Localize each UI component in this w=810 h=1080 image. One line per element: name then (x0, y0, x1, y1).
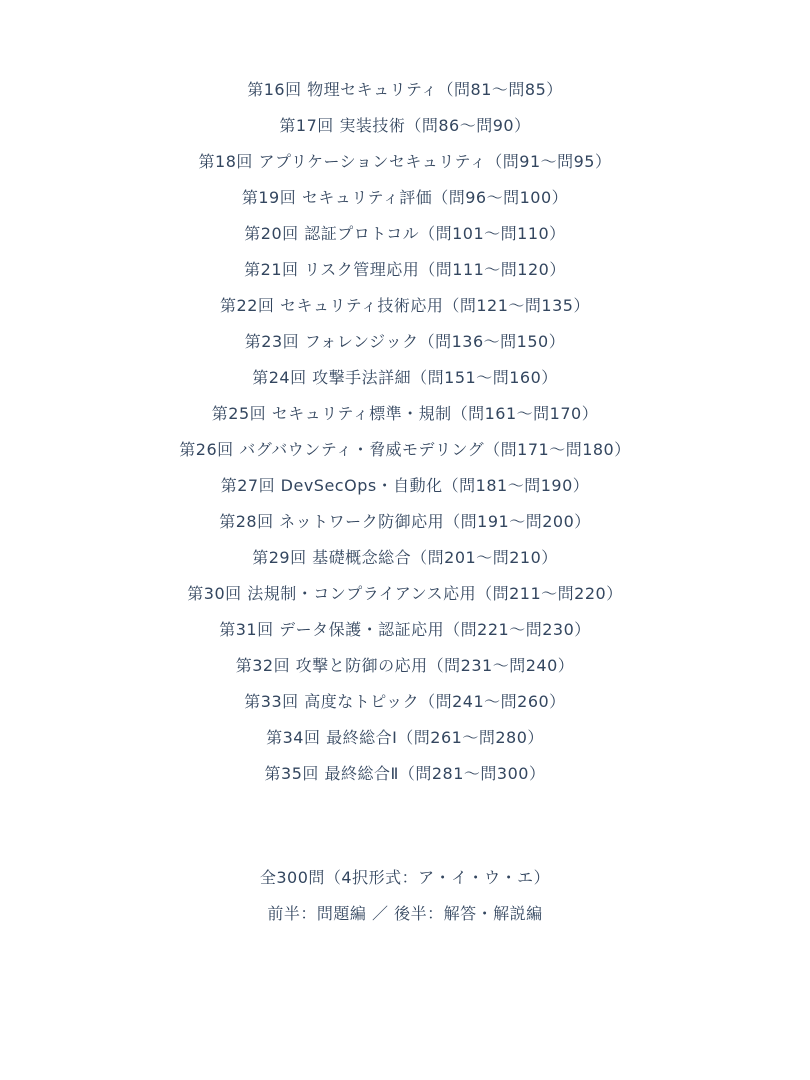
toc-item: 第31回 データ保護・認証応用（問221〜問230） (219, 620, 591, 639)
toc-item: 第32回 攻撃と防御の応用（問231〜問240） (235, 656, 575, 675)
toc-item: 第35回 最終総合Ⅱ（問281〜問300） (264, 764, 546, 783)
toc-item: 第33回 高度なトピック（問241〜問260） (244, 692, 566, 711)
total-questions-text: 全300問（4択形式：ア・イ・ウ・エ） (259, 868, 551, 887)
toc-item: 第21回 リスク管理応用（問111〜問120） (244, 260, 566, 279)
toc-item: 第29回 基礎概念総合（問201〜問210） (252, 548, 558, 567)
toc-item: 第25回 セキュリティ標準・規制（問161〜問170） (211, 404, 599, 423)
toc-item: 第23回 フォレンジック（問136〜問150） (244, 332, 566, 351)
summary-block (0, 860, 810, 932)
toc-item: 第27回 DevSecOps・自動化（問181〜問190） (220, 476, 590, 495)
toc-item: 第34回 最終総合Ⅰ（問261〜問280） (266, 728, 544, 747)
toc-item: 第20回 認証プロトコル（問101〜問110） (244, 224, 566, 243)
toc-item: 第24回 攻撃手法詳細（問151〜問160） (252, 368, 558, 387)
table-of-contents (0, 72, 810, 792)
toc-item: 第16回 物理セキュリティ（問81〜問85） (247, 80, 563, 99)
toc-item: 第18回 アプリケーションセキュリティ（問91〜問95） (198, 152, 612, 171)
toc-item: 第17回 実装技術（問86〜問90） (279, 116, 531, 135)
toc-item: 第26回 バグバウンティ・脅威モデリング（問171〜問180） (179, 440, 631, 459)
toc-item: 第22回 セキュリティ技術応用（問121〜問135） (220, 296, 590, 315)
book-structure-text: 前半：問題編 ／ 後半：解答・解説編 (267, 904, 543, 923)
toc-item: 第30回 法規制・コンプライアンス応用（問211〜問220） (187, 584, 623, 603)
toc-item: 第19回 セキュリティ評価（問96〜問100） (241, 188, 569, 207)
toc-item: 第28回 ネットワーク防御応用（問191〜問200） (219, 512, 591, 531)
